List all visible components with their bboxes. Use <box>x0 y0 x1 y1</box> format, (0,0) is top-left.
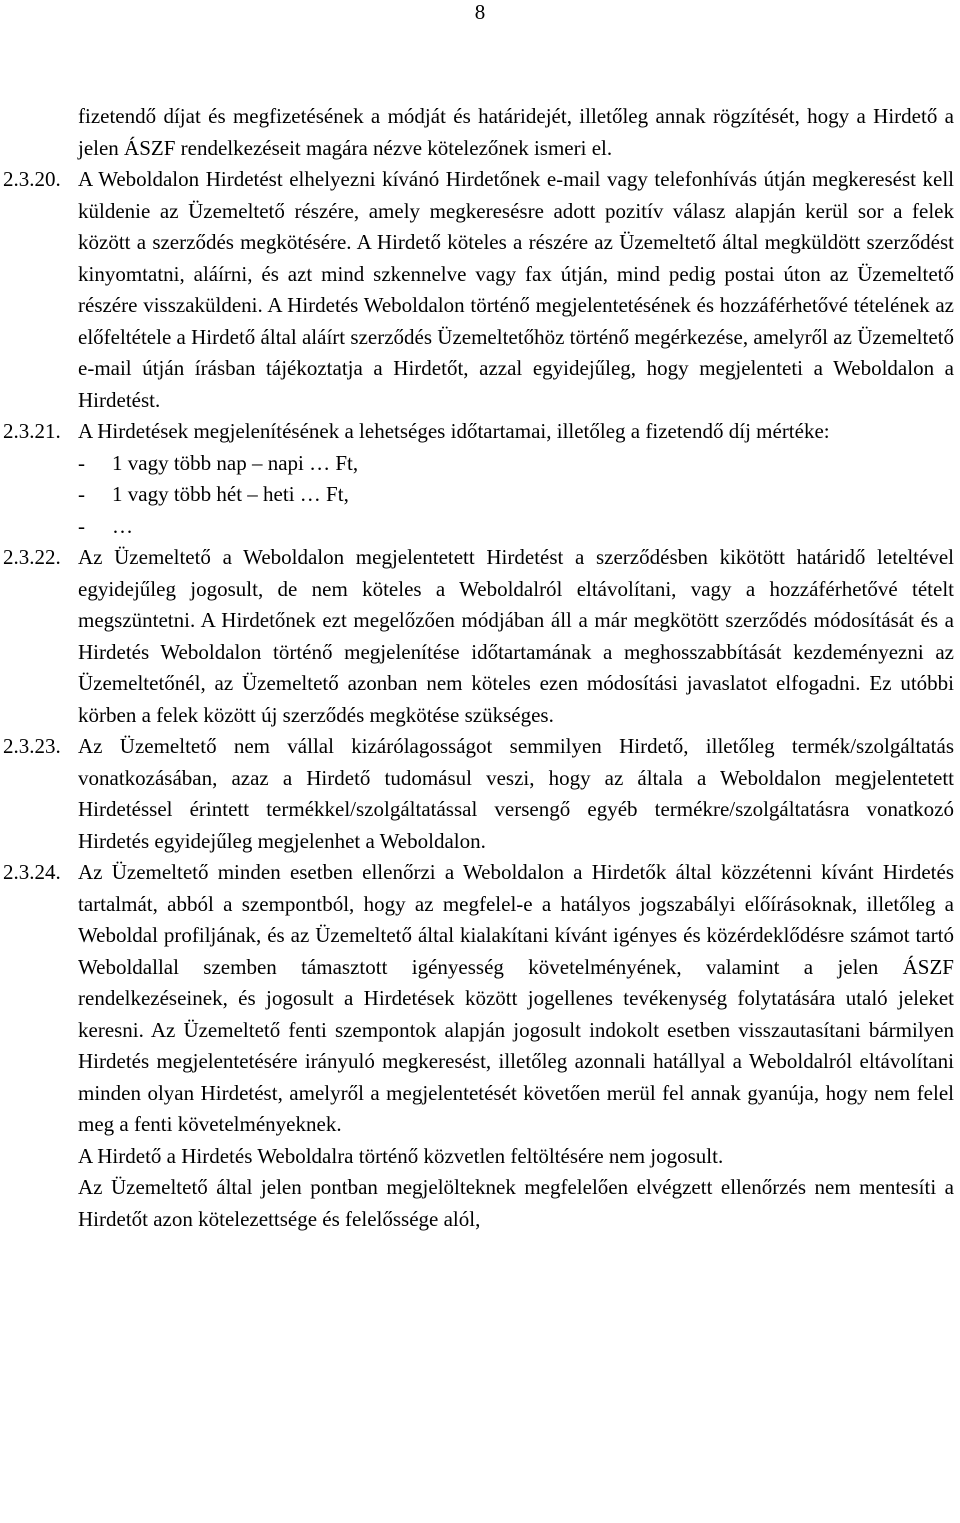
list-dash: - <box>78 482 85 506</box>
list-dash: - <box>78 513 85 538</box>
section-text: A Weboldalon Hirdetést elhelyezni kívánó Hirdetőnek e-mail vagy telefonhívás útján megkeresést kell küldenie az Üzemeltető részére, amely megkeresésre adott pozitív válasz alapján kerül sor a felek között a szerződés megkötésére. A Hirdető köteles a részére az Üzemeltető által megküldött szerződést kinyomtatni, aláírni, és azt mind szkennelve vagy fax útján, mind pedig postai úton az Üzemeltető részére visszaküldeni. A Hirdetés Weboldalon történő megjelentetésének és hozzáférhetővé tételének az előfeltétele a Hirdető által aláírt szerződés Üzemeltetőhöz történő megérkezése, amelyről az Üzemeltető e-mail útján írásban tájékoztatja a Hirdetőt, azzal egyidejűleg, hogy megjelenteti a Weboldalon a Hirdetést. <box>78 167 954 412</box>
list-item <box>78 479 954 511</box>
trailing-paragraph: A Hirdető a Hirdetés Weboldalra történő közvetlen feltöltésére nem jogosult. <box>78 1143 724 1168</box>
section-2-3-20 <box>3 164 954 416</box>
document-body <box>0 101 960 1235</box>
section-number: 2.3.22. <box>3 545 61 569</box>
intro-paragraph: fizetendő díjat és megfizetésének a módját és határidejét, illetőleg annak rögzítését, hogy a Hirdető a jelen ÁSZF rendelkezéseit magára nézve kötelezőnek ismeri el. <box>78 104 954 160</box>
section-number: 2.3.21. <box>3 419 61 443</box>
fee-list <box>78 448 954 543</box>
section-2-3-21 <box>3 416 954 542</box>
section-number: 2.3.23. <box>3 734 61 758</box>
page-number: 8 <box>474 0 486 24</box>
section-text: Az Üzemeltető a Weboldalon megjelentetett Hirdetést a szerződésben kikötött határidő leteltével egyidejűleg jogosult, de nem köteles a Weboldalról eltávolítani, vagy a hozzáférhetővé tételt megszüntetni. A Hirdetőnek ezt megelőzően módjában áll a már megkötött szerződés módosítását és a Hirdetés Weboldalon történő megjelenítése időtartamának a meghosszabbítását kezdeményezni az Üzemeltetőnél, az Üzemeltető azonban nem köteles ezen módosítási javaslatot elfogadni. Ez utóbbi körben a felek között új szerződés megkötése szükséges. <box>78 545 954 727</box>
section-text: Az Üzemeltető minden esetben ellenőrzi a Weboldalon a Hirdetők által közzétenni kívánt Hirdetés tartalmát, abból a szempontból, hogy az megfelel-e a hatályos jogszabályi előírásoknak, illetőleg a Weboldal profiljának, és az Üzemeltető által kialakítani kívánt igényes és közérdeklődésre számot tartó Weboldallal szemben támasztott igényesség követelményének, valamint a jelen ÁSZF rendelkezéseinek, és jogosult a Hirdetések között jogellenes tevékenység folytatására utaló jeleket keresni. Az Üzemeltető fenti szempontok alapján jogosult indokolt esetben visszautasítani bármilyen Hirdetés megjelentetésére irányuló megkeresést, illetőleg azonnali hatállyal a Weboldalról eltávolítani minden olyan Hirdetést, amelyről a megjelentetését követően merül fel annak gyanúja, hogy nem felel meg a fenti követelményeknek. <box>78 860 954 1136</box>
list-item <box>78 448 954 480</box>
section-2-3-23 <box>3 731 954 857</box>
section-2-3-22 <box>3 542 954 731</box>
section-number: 2.3.20. <box>3 167 61 191</box>
list-item <box>78 511 954 543</box>
list-item-text: 1 vagy több nap – napi … Ft, <box>112 450 359 475</box>
section-number: 2.3.24. <box>3 860 61 884</box>
section-text: Az Üzemeltető nem vállal kizárólagosságot semmilyen Hirdető, illetőleg termék/szolgáltatás vonatkozásában, azaz a Hirdető tudomásul veszi, hogy az általa a Weboldalon megjelentetett Hirdetéssel érintett termékkel/szolgáltatással versengő egyéb termékre/szolgáltatásra vonatkozó Hirdetés egyidejűleg megjelenhet a Weboldalon. <box>78 734 954 853</box>
section-2-3-24 <box>3 857 954 1141</box>
list-dash: - <box>78 450 85 475</box>
list-item-text: 1 vagy több hét – heti … Ft, <box>112 482 349 506</box>
section-text: A Hirdetések megjelenítésének a lehetséges időtartamai, illetőleg a fizetendő díj mértéke: <box>78 419 830 443</box>
list-item-text: … <box>112 513 133 538</box>
trailing-paragraph: Az Üzemeltető által jelen pontban megjelölteknek megfelelően elvégzett ellenőrzés nem mentesíti a Hirdetőt azon kötelezettsége és felelőssége alól, <box>78 1175 954 1231</box>
